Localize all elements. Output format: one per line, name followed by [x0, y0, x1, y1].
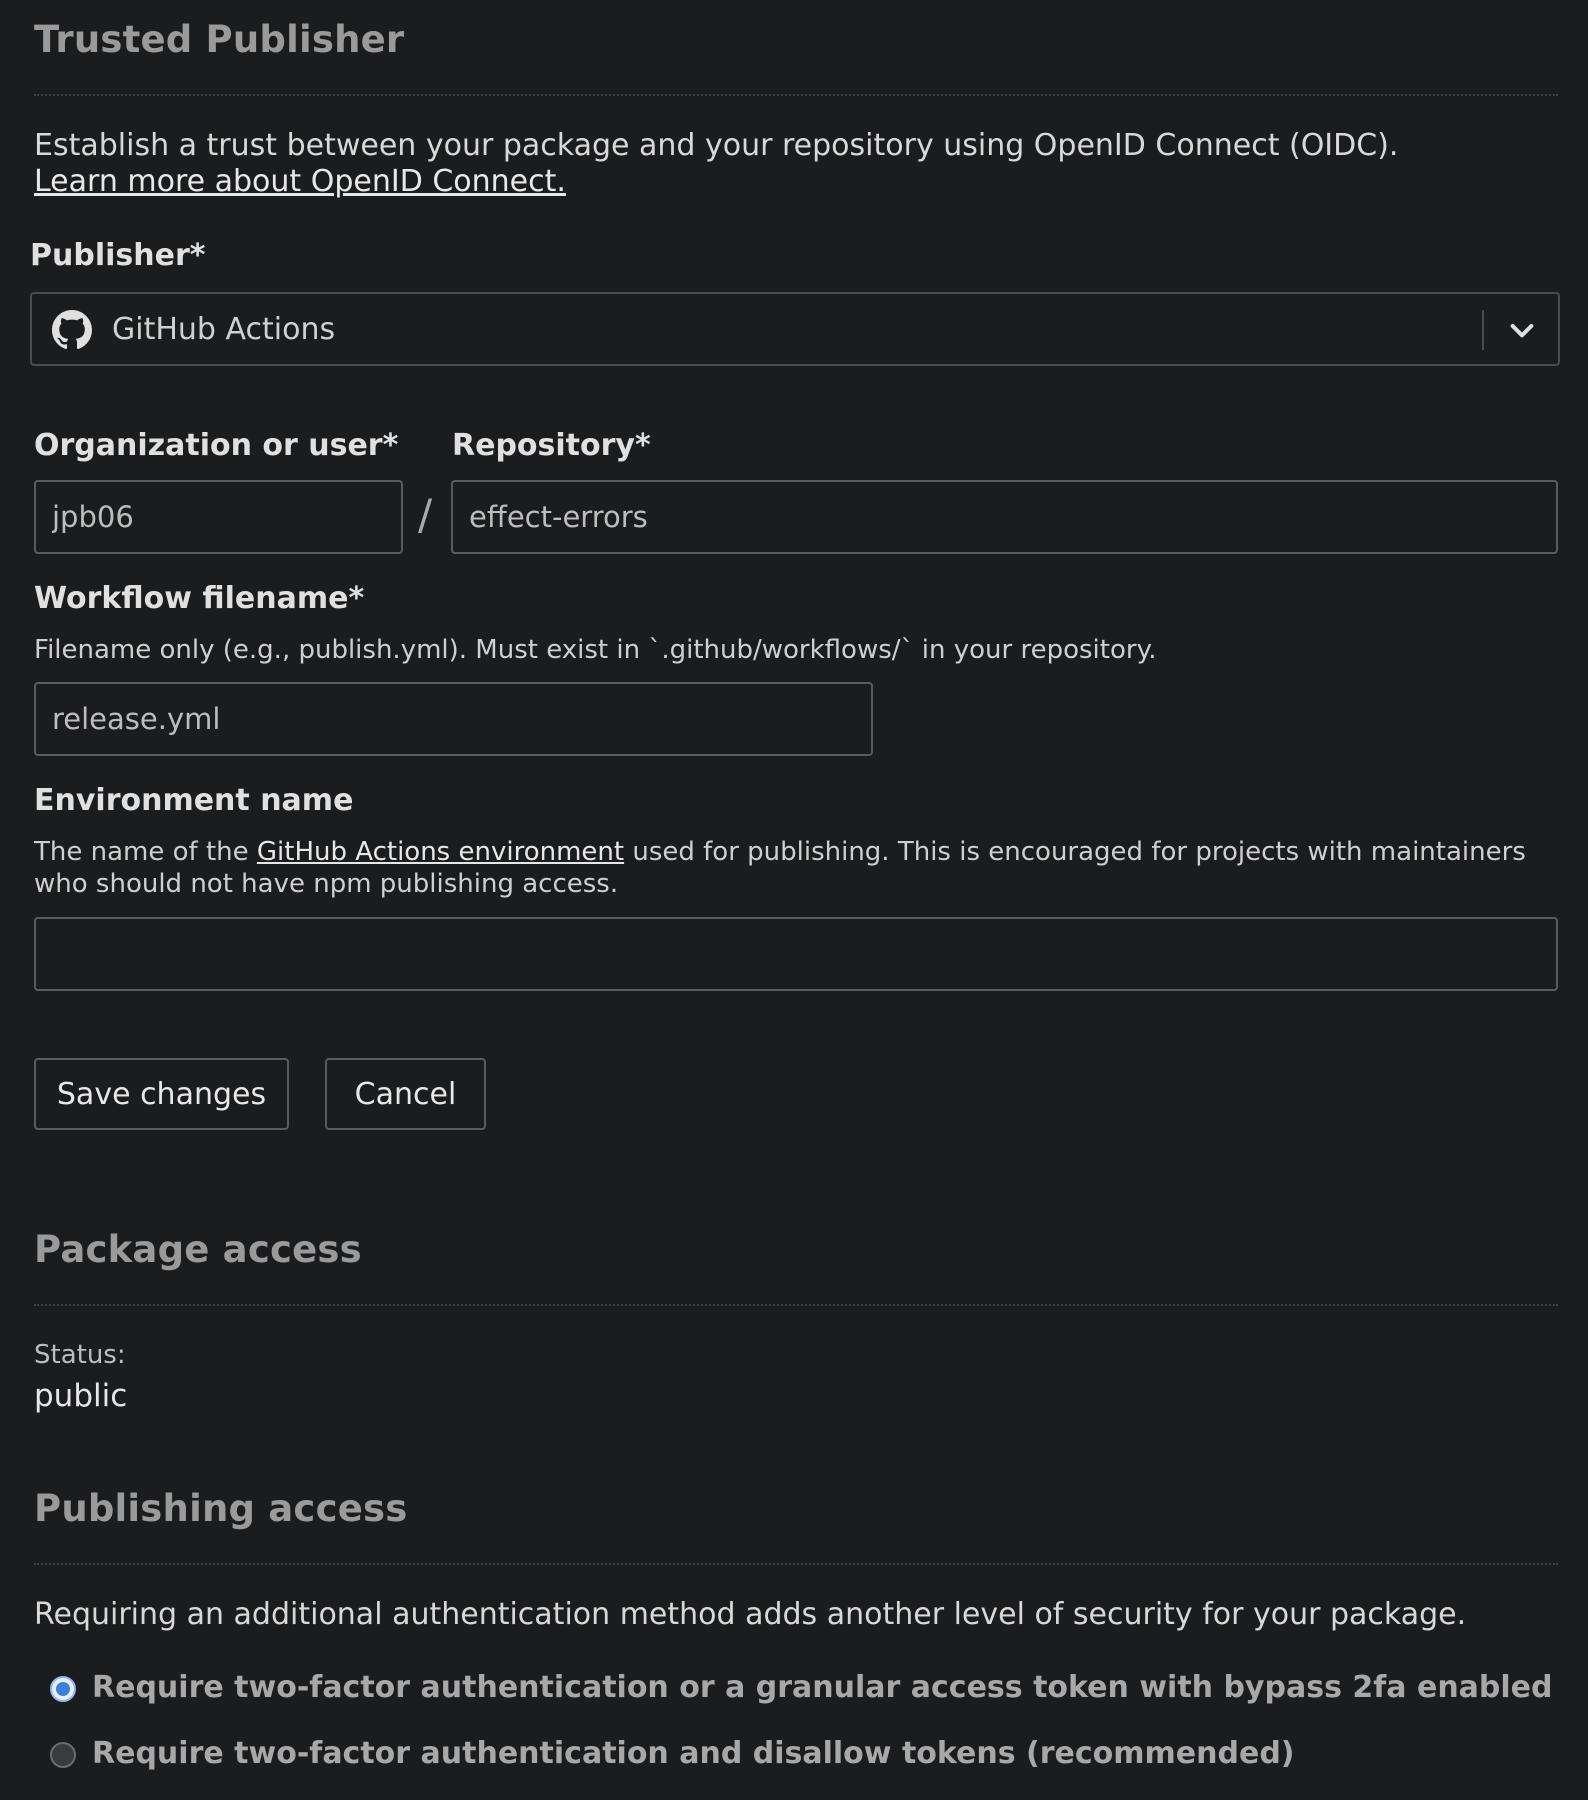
environment-help-pre: The name of the: [34, 837, 257, 867]
publishing-access-title: Publishing access: [34, 1487, 408, 1530]
workflow-input[interactable]: [34, 682, 873, 756]
section-divider: [34, 1563, 1558, 1565]
publishing-access-description: Requiring an additional authentication method adds another level of security for your package.: [34, 1597, 1467, 1632]
org-input[interactable]: [34, 480, 403, 554]
trusted-publisher-description: [34, 128, 1398, 200]
radio-button-unchecked[interactable]: [50, 1742, 76, 1768]
workflow-help: Filename only (e.g., publish.yml). Must exist in `.github/workflows/` in your repository.: [34, 635, 1157, 665]
github-icon: [52, 310, 92, 350]
section-divider: [34, 94, 1558, 96]
status-value: public: [34, 1378, 128, 1414]
environment-help: [34, 836, 1558, 900]
environment-input[interactable]: [34, 917, 1558, 991]
oidc-description-text: Establish a trust between your package and your repository using OpenID Connect (OIDC).: [34, 128, 1399, 163]
environment-help-post: used for publishing. This is encouraged for projects with maintainers who should not have npm publishing access.: [34, 837, 1526, 899]
org-label: Organization or user*: [34, 428, 399, 463]
github-actions-environment-link[interactable]: GitHub Actions environment: [256, 837, 625, 867]
cancel-button[interactable]: Cancel: [325, 1058, 486, 1130]
environment-label: Environment name: [34, 783, 354, 818]
trusted-publisher-title: Trusted Publisher: [34, 18, 405, 61]
save-changes-button[interactable]: Save changes: [34, 1058, 289, 1130]
chevron-down-icon[interactable]: [1506, 314, 1538, 346]
org-repo-separator: /: [418, 490, 433, 539]
section-divider: [34, 1304, 1558, 1306]
publisher-select[interactable]: [30, 292, 1560, 366]
radio-option-label: Require two-factor authentication or a granular access token with bypass 2fa enabled: [92, 1670, 1553, 1705]
status-label: Status:: [34, 1340, 126, 1370]
radio-button-checked[interactable]: [50, 1676, 76, 1702]
publisher-label: Publisher*: [30, 238, 206, 273]
package-access-title: Package access: [34, 1228, 362, 1271]
learn-more-oidc-link[interactable]: Learn more about OpenID Connect.: [34, 164, 566, 199]
repo-input[interactable]: [451, 480, 1558, 554]
publisher-select-value: GitHub Actions: [112, 312, 336, 347]
radio-option-label: Require two-factor authentication and disallow tokens (recommended): [92, 1736, 1295, 1771]
select-separator: [1482, 310, 1484, 350]
repo-label: Repository*: [452, 428, 651, 463]
workflow-label: Workflow filename*: [34, 581, 365, 616]
